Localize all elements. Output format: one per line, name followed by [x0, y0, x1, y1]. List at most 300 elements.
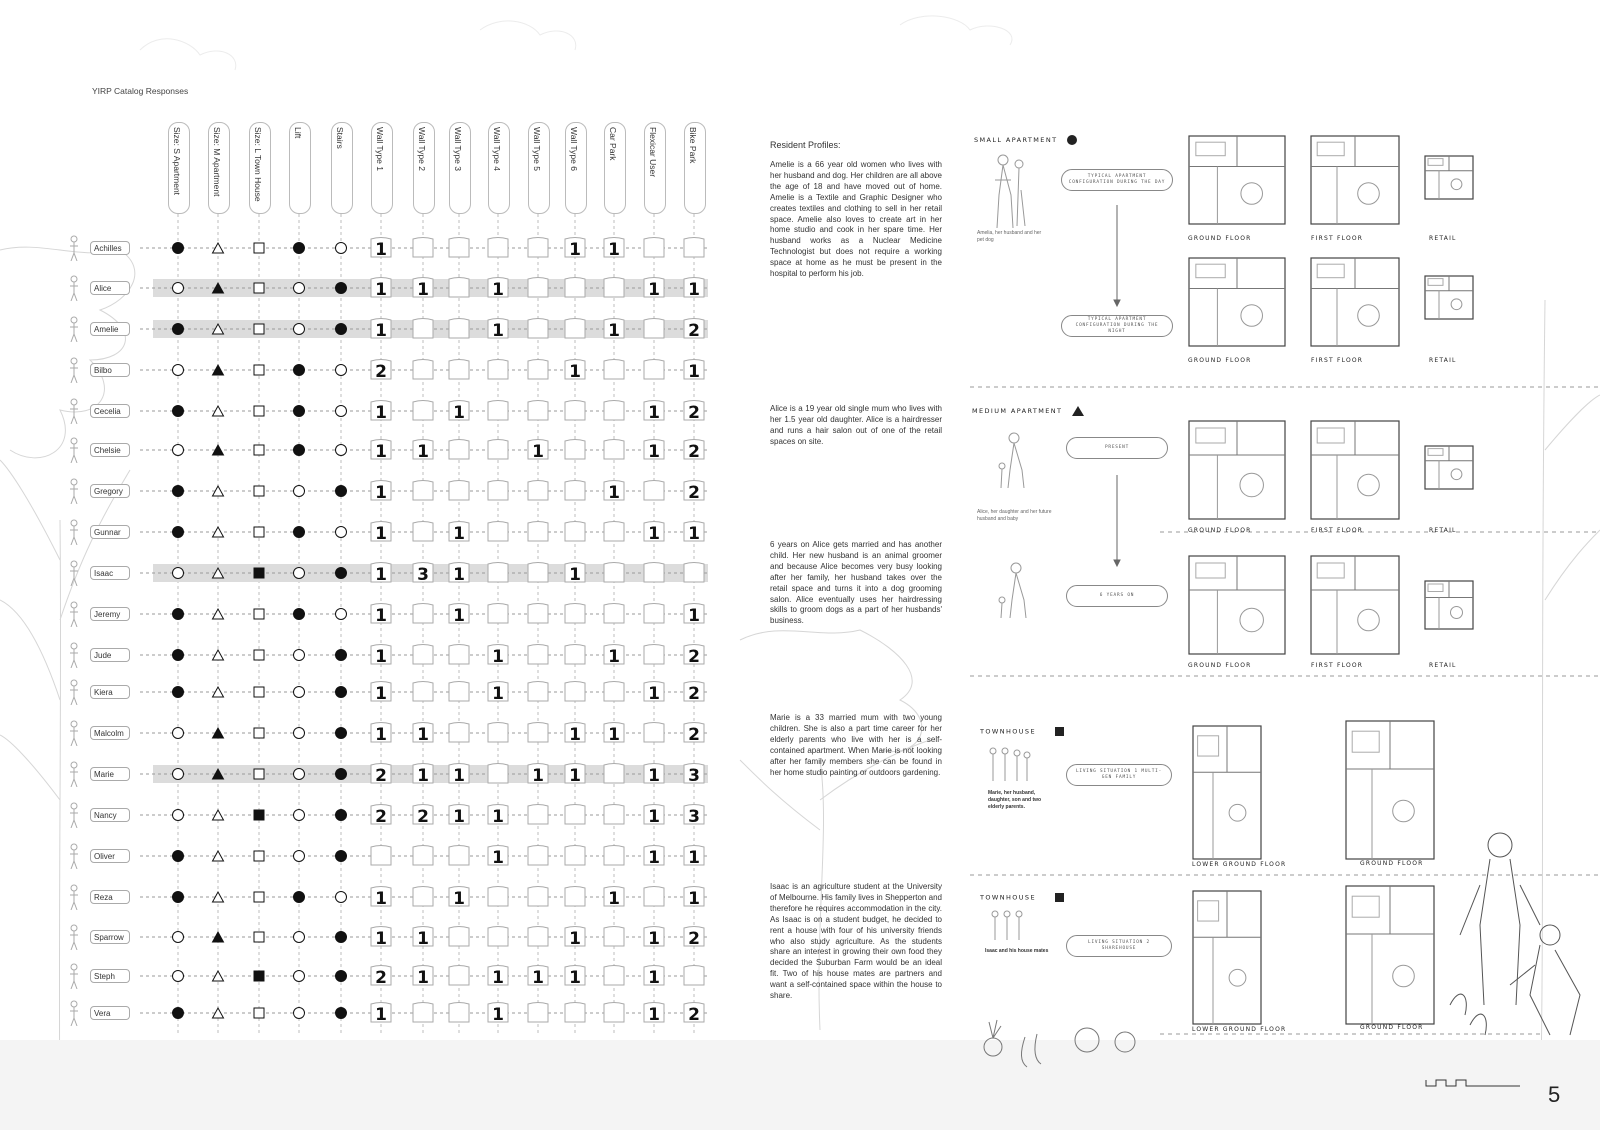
count-tile	[371, 846, 391, 866]
count-tile	[528, 563, 548, 583]
stairs-marker	[336, 243, 347, 254]
count-value: 2	[688, 684, 700, 704]
resident-name: Jude	[90, 648, 130, 662]
stairs-marker	[336, 365, 347, 376]
stairs-marker	[336, 568, 347, 579]
size-l-marker	[254, 728, 264, 738]
medium-apartment-caption: Alice, her daughter and her future husband and baby	[977, 509, 1052, 522]
count-value: 1	[453, 524, 465, 544]
six-years-on-pill: 6 YEARS ON	[1066, 585, 1168, 607]
floor-label-ground: GROUND FLOOR	[1188, 527, 1252, 534]
size-s-marker	[173, 486, 184, 497]
count-tile	[528, 1003, 548, 1023]
resident-name: Sparrow	[90, 930, 130, 944]
size-l-marker	[254, 609, 264, 619]
lift-marker	[294, 650, 305, 661]
townhouse-2-heading	[980, 893, 1064, 902]
lift-marker	[294, 365, 305, 376]
floor-plan-drawing	[1310, 555, 1400, 655]
townhouse-1-heading-text: TOWNHOUSE	[980, 727, 1036, 736]
count-value: 1	[453, 766, 465, 786]
living-situation-1-pill: LIVING SITUATION 1 MULTI-GEN FAMILY	[1066, 764, 1172, 786]
count-value: 1	[492, 280, 504, 300]
size-l-marker	[254, 486, 264, 496]
count-tile	[565, 887, 585, 907]
stairs-marker	[336, 527, 347, 538]
count-value: 1	[453, 606, 465, 626]
count-value: 1	[375, 647, 387, 667]
count-value: 1	[492, 1005, 504, 1025]
count-tile	[604, 440, 624, 460]
count-value: 1	[375, 321, 387, 341]
size-l-marker	[254, 769, 264, 779]
floor-label-ground: GROUND FLOOR	[1188, 357, 1252, 364]
count-value: 1	[648, 848, 660, 868]
size-l-marker	[254, 445, 264, 455]
resident-figure-icon	[68, 478, 80, 504]
count-value: 1	[648, 280, 660, 300]
count-value: 1	[375, 240, 387, 260]
count-value: 1	[375, 565, 387, 585]
floor-plan-drawing	[1188, 420, 1286, 520]
count-value: 1	[648, 807, 660, 827]
stairs-marker	[336, 324, 347, 335]
count-tile	[565, 522, 585, 542]
count-value: 2	[417, 807, 429, 827]
column-header-label: Car Park	[608, 127, 618, 161]
count-value: 1	[569, 725, 581, 745]
column-header-label: Lift	[293, 127, 303, 139]
count-tile	[449, 481, 469, 501]
count-tile	[644, 604, 664, 624]
living-situation-2-pill: LIVING SITUATION 2 SHAREHOUSE	[1066, 935, 1172, 957]
scale-bar	[1424, 1076, 1524, 1094]
filled-square-icon	[1055, 893, 1064, 902]
stairs-marker	[336, 810, 347, 821]
column-header-label: Size: M Apartment	[212, 127, 222, 197]
count-value: 1	[417, 929, 429, 949]
resident-name: Isaac	[90, 566, 130, 580]
floor-label-lower-ground: LOWER GROUND FLOOR	[1192, 861, 1287, 868]
resident-figure-icon	[68, 642, 80, 668]
resident-figure-icon	[68, 720, 80, 746]
count-value: 1	[375, 684, 387, 704]
count-value: 3	[688, 766, 700, 786]
size-l-marker	[254, 406, 264, 416]
count-tile	[528, 238, 548, 258]
count-tile	[449, 846, 469, 866]
count-tile	[449, 278, 469, 298]
count-value: 1	[417, 766, 429, 786]
count-value: 2	[688, 1005, 700, 1025]
floor-plan-drawing	[1345, 885, 1435, 1025]
resident-name: Malcolm	[90, 726, 130, 740]
count-value: 1	[417, 725, 429, 745]
count-value: 1	[375, 929, 387, 949]
count-value: 1	[375, 725, 387, 745]
resident-name: Oliver	[90, 849, 130, 863]
count-tile	[488, 440, 508, 460]
count-value: 1	[648, 968, 660, 988]
lift-marker	[294, 568, 305, 579]
count-tile	[604, 522, 624, 542]
lift-marker	[294, 609, 305, 620]
size-s-marker	[173, 568, 184, 579]
count-value: 1	[375, 606, 387, 626]
lift-marker	[294, 243, 305, 254]
stairs-marker	[336, 892, 347, 903]
stairs-marker	[336, 486, 347, 497]
gardener-sketch	[1440, 825, 1595, 1050]
count-tile	[644, 360, 664, 380]
count-value: 1	[648, 442, 660, 462]
resident-name: Nancy	[90, 808, 130, 822]
column-header-label: Wall Type 1	[375, 127, 385, 171]
size-s-marker	[173, 851, 184, 862]
column-header-label: Wall Type 2	[417, 127, 427, 171]
count-tile	[488, 927, 508, 947]
count-tile	[565, 1003, 585, 1023]
resident-figure-icon	[68, 357, 80, 383]
resident-name: Vera	[90, 1006, 130, 1020]
count-tile	[604, 846, 624, 866]
count-tile	[604, 360, 624, 380]
count-value: 1	[648, 403, 660, 423]
size-l-marker	[254, 851, 264, 861]
count-tile	[449, 1003, 469, 1023]
count-tile	[449, 723, 469, 743]
size-l-marker	[254, 365, 264, 375]
count-tile	[565, 645, 585, 665]
count-tile	[604, 401, 624, 421]
medium-apartment-heading	[972, 406, 1084, 416]
count-tile	[488, 563, 508, 583]
count-tile	[413, 887, 433, 907]
size-l-marker	[254, 810, 264, 820]
count-tile	[528, 723, 548, 743]
night-configuration-pill: TYPICAL APARTMENT CONFIGURATION DURING THE NIGHT	[1061, 315, 1173, 337]
count-value: 1	[688, 606, 700, 626]
size-s-marker	[173, 687, 184, 698]
count-tile	[413, 682, 433, 702]
count-value: 1	[569, 240, 581, 260]
size-s-marker	[173, 609, 184, 620]
count-value: 2	[688, 725, 700, 745]
count-value: 1	[532, 766, 544, 786]
count-value: 1	[608, 725, 620, 745]
stairs-marker	[336, 769, 347, 780]
size-s-marker	[173, 810, 184, 821]
lift-marker	[294, 810, 305, 821]
count-value: 1	[608, 321, 620, 341]
count-tile	[644, 723, 664, 743]
resident-figure-icon	[68, 761, 80, 787]
count-tile	[565, 278, 585, 298]
size-l-marker	[254, 243, 264, 253]
small-apartment-heading	[974, 135, 1077, 145]
page-number: 5	[1548, 1082, 1561, 1107]
catalog-grid	[0, 0, 760, 1040]
size-s-marker	[173, 283, 184, 294]
size-l-marker	[254, 932, 264, 942]
floor-label-first: FIRST FLOOR	[1311, 527, 1364, 534]
filled-square-icon	[1055, 727, 1064, 736]
count-value: 1	[375, 1005, 387, 1025]
count-value: 1	[648, 524, 660, 544]
resident-figure-icon	[68, 519, 80, 545]
floor-plan-drawing	[1310, 420, 1400, 520]
count-tile	[449, 682, 469, 702]
resident-figure-icon	[68, 924, 80, 950]
count-tile	[565, 319, 585, 339]
lift-marker	[294, 406, 305, 417]
floor-plan-drawing	[1424, 580, 1474, 630]
filled-triangle-icon	[1072, 406, 1084, 416]
vegetable-sketches	[975, 1012, 1175, 1072]
stairs-marker	[336, 283, 347, 294]
count-value: 1	[375, 889, 387, 909]
count-value: 2	[375, 968, 387, 988]
count-value: 1	[608, 240, 620, 260]
stairs-marker	[336, 609, 347, 620]
count-tile	[413, 846, 433, 866]
count-value: 1	[375, 524, 387, 544]
size-l-marker	[254, 687, 264, 697]
count-tile	[565, 401, 585, 421]
count-tile	[528, 522, 548, 542]
count-tile	[413, 481, 433, 501]
profile-alice: Alice is a 19 year old single mum who lives with her 1.5 year old daughter. Alice is a hairdresser and runs a hair salon out of one of the retail spaces on site.	[770, 404, 942, 446]
resident-figure-icon	[68, 963, 80, 989]
count-value: 1	[417, 280, 429, 300]
count-tile	[565, 604, 585, 624]
count-tile	[528, 645, 548, 665]
count-value: 1	[608, 647, 620, 667]
size-s-marker	[173, 1008, 184, 1019]
size-l-marker	[254, 892, 264, 902]
floor-plan-drawing	[1188, 257, 1286, 347]
lift-marker	[294, 527, 305, 538]
small-apartment-caption: Amelia, her husband and her pet dog	[977, 230, 1042, 243]
column-header-label: Stairs	[335, 127, 345, 149]
count-tile	[413, 604, 433, 624]
resident-figure-icon	[68, 1000, 80, 1026]
count-tile	[528, 604, 548, 624]
stairs-marker	[336, 1008, 347, 1019]
count-tile	[449, 360, 469, 380]
count-tile	[528, 682, 548, 702]
profile-amelie: Amelie is a 66 year old women who lives with her husband and dog. Her children are all above the age of 18 and have moved out of home. Amelie is a Textile and Graphic Designer who creates textiles and clothing to sell in her retail space. Amelie also loves to create art in her home studio and cook in her spare time. Her husband works as a Nuclear Medicine Technologist but does not require a working space at home as he must be present in the hospital to perform his job.	[770, 160, 942, 279]
count-tile	[528, 360, 548, 380]
count-value: 2	[688, 483, 700, 503]
count-tile	[604, 966, 624, 986]
count-tile	[565, 440, 585, 460]
resident-figure-icon	[68, 235, 80, 261]
resident-figure-icon	[68, 802, 80, 828]
count-value: 2	[688, 403, 700, 423]
stairs-marker	[336, 971, 347, 982]
size-l-marker	[254, 324, 264, 334]
townhouse-1-caption: Marie, her husband, daughter, son and two elderly parents.	[988, 790, 1042, 810]
resident-figure-icon	[68, 560, 80, 586]
count-tile	[644, 481, 664, 501]
count-tile	[644, 887, 664, 907]
count-value: 1	[688, 362, 700, 382]
count-tile	[528, 481, 548, 501]
lift-marker	[294, 687, 305, 698]
size-l-marker	[254, 568, 264, 578]
count-value: 1	[569, 565, 581, 585]
stairs-marker	[336, 687, 347, 698]
count-value: 1	[492, 684, 504, 704]
count-value: 2	[688, 321, 700, 341]
count-value: 1	[492, 807, 504, 827]
column-header-label: Size: S Apartment	[172, 127, 182, 196]
count-tile	[528, 278, 548, 298]
count-tile	[528, 805, 548, 825]
count-value: 1	[648, 1005, 660, 1025]
column-header-label: Wall Type 6	[569, 127, 579, 171]
profile-marie: Marie is a 33 married mum with two young children. She is also a part time career for her elderly parents who live with her is a self-contained apartment. When Marie is not looking after her family members she can be found in her home studio painting or outdoors gardening.	[770, 713, 942, 777]
size-l-marker	[254, 283, 264, 293]
resident-name: Kiera	[90, 685, 130, 699]
lift-marker	[294, 851, 305, 862]
count-value: 1	[648, 684, 660, 704]
resident-name: Bilbo	[90, 363, 130, 377]
count-tile	[528, 401, 548, 421]
resident-name: Gregory	[90, 484, 130, 498]
count-value: 2	[688, 929, 700, 949]
resident-figure-icon	[68, 316, 80, 342]
resident-name: Jeremy	[90, 607, 130, 621]
resident-figures-sketch	[985, 150, 1035, 230]
count-value: 1	[608, 889, 620, 909]
count-tile	[528, 927, 548, 947]
size-s-marker	[173, 892, 184, 903]
count-tile	[644, 563, 664, 583]
size-s-marker	[173, 650, 184, 661]
count-value: 1	[569, 929, 581, 949]
floor-label-lower-ground: LOWER GROUND FLOOR	[1192, 1026, 1287, 1033]
filled-circle-icon	[1067, 135, 1077, 145]
resident-name: Chelsie	[90, 443, 130, 457]
size-s-marker	[173, 324, 184, 335]
count-tile	[449, 645, 469, 665]
size-s-marker	[173, 406, 184, 417]
count-tile	[413, 401, 433, 421]
profile-isaac: Isaac is an agriculture student at the University of Melbourne. His family lives in Shepperton and therefore he requires accommodation in the city. As Isaac is on a student budget, he decided to rent a house with four of his university friends who also study agriculture. As the students share an interest in growing their own food they decided the Suburban Farm would be an ideal fit. Two of his house mates are partners and want a self-contained space within the house to share.	[770, 882, 942, 1001]
lift-marker	[294, 971, 305, 982]
size-l-marker	[254, 971, 264, 981]
count-tile	[644, 238, 664, 258]
column-header-label: Wall Type 3	[453, 127, 463, 171]
count-tile	[684, 238, 704, 258]
floor-label-ground: GROUND FLOOR	[1188, 235, 1252, 242]
count-tile	[488, 723, 508, 743]
count-tile	[565, 805, 585, 825]
count-value: 2	[375, 362, 387, 382]
count-tile	[488, 360, 508, 380]
column-header-label: Wall Type 4	[492, 127, 502, 171]
count-tile	[413, 319, 433, 339]
count-value: 1	[453, 889, 465, 909]
medium-apartment-heading-text: MEDIUM APARTMENT	[972, 407, 1063, 415]
resident-figure-icon	[68, 398, 80, 424]
townhouse-2-caption: Isaac and his house mates	[985, 948, 1049, 954]
resident-name: Amelie	[90, 322, 130, 336]
count-value: 1	[453, 565, 465, 585]
floor-plan-drawing	[1424, 155, 1474, 200]
resident-figure-icon	[68, 843, 80, 869]
lift-marker	[294, 1008, 305, 1019]
floor-plan-drawing	[1188, 135, 1286, 225]
count-tile	[449, 440, 469, 460]
count-value: 1	[492, 968, 504, 988]
count-tile	[413, 645, 433, 665]
count-tile	[413, 360, 433, 380]
count-tile	[644, 645, 664, 665]
count-tile	[604, 604, 624, 624]
count-value: 1	[608, 483, 620, 503]
size-s-marker	[173, 365, 184, 376]
count-value: 2	[688, 442, 700, 462]
count-value: 1	[375, 403, 387, 423]
floor-plan-drawing	[1424, 445, 1474, 490]
size-s-marker	[173, 527, 184, 538]
count-value: 1	[417, 968, 429, 988]
resident-name: Steph	[90, 969, 130, 983]
count-value: 1	[375, 442, 387, 462]
floor-plan-drawing	[1310, 135, 1400, 225]
floor-label-retail: RETAIL	[1429, 235, 1457, 242]
lift-marker	[294, 283, 305, 294]
floor-label-ground: GROUND FLOOR	[1188, 662, 1252, 669]
size-s-marker	[173, 769, 184, 780]
resident-name: Cecelia	[90, 404, 130, 418]
size-l-marker	[254, 1008, 264, 1018]
count-tile	[528, 887, 548, 907]
column-header-label: Wall Type 5	[532, 127, 542, 171]
floor-plan-drawing	[1310, 257, 1400, 347]
count-tile	[488, 238, 508, 258]
count-value: 2	[688, 647, 700, 667]
stairs-marker	[336, 728, 347, 739]
count-tile	[604, 278, 624, 298]
count-tile	[528, 319, 548, 339]
floor-plan-drawing	[1424, 275, 1474, 320]
resident-figure-icon	[68, 601, 80, 627]
count-value: 1	[569, 766, 581, 786]
count-value: 2	[375, 766, 387, 786]
count-tile	[488, 401, 508, 421]
stairs-marker	[336, 445, 347, 456]
floor-label-ground: GROUND FLOOR	[1360, 860, 1424, 867]
count-tile	[604, 1003, 624, 1023]
lift-marker	[294, 932, 305, 943]
catalog-title: YIRP Catalog Responses	[92, 86, 189, 96]
count-value: 1	[492, 321, 504, 341]
floor-label-retail: RETAIL	[1429, 662, 1457, 669]
lift-marker	[294, 486, 305, 497]
resident-figures-sketch	[992, 560, 1042, 620]
count-tile	[565, 481, 585, 501]
count-tile	[413, 522, 433, 542]
resident-figures-sketch	[985, 908, 1035, 943]
count-value: 2	[375, 807, 387, 827]
lift-marker	[294, 769, 305, 780]
floor-label-retail: RETAIL	[1429, 527, 1457, 534]
count-value: 1	[417, 442, 429, 462]
